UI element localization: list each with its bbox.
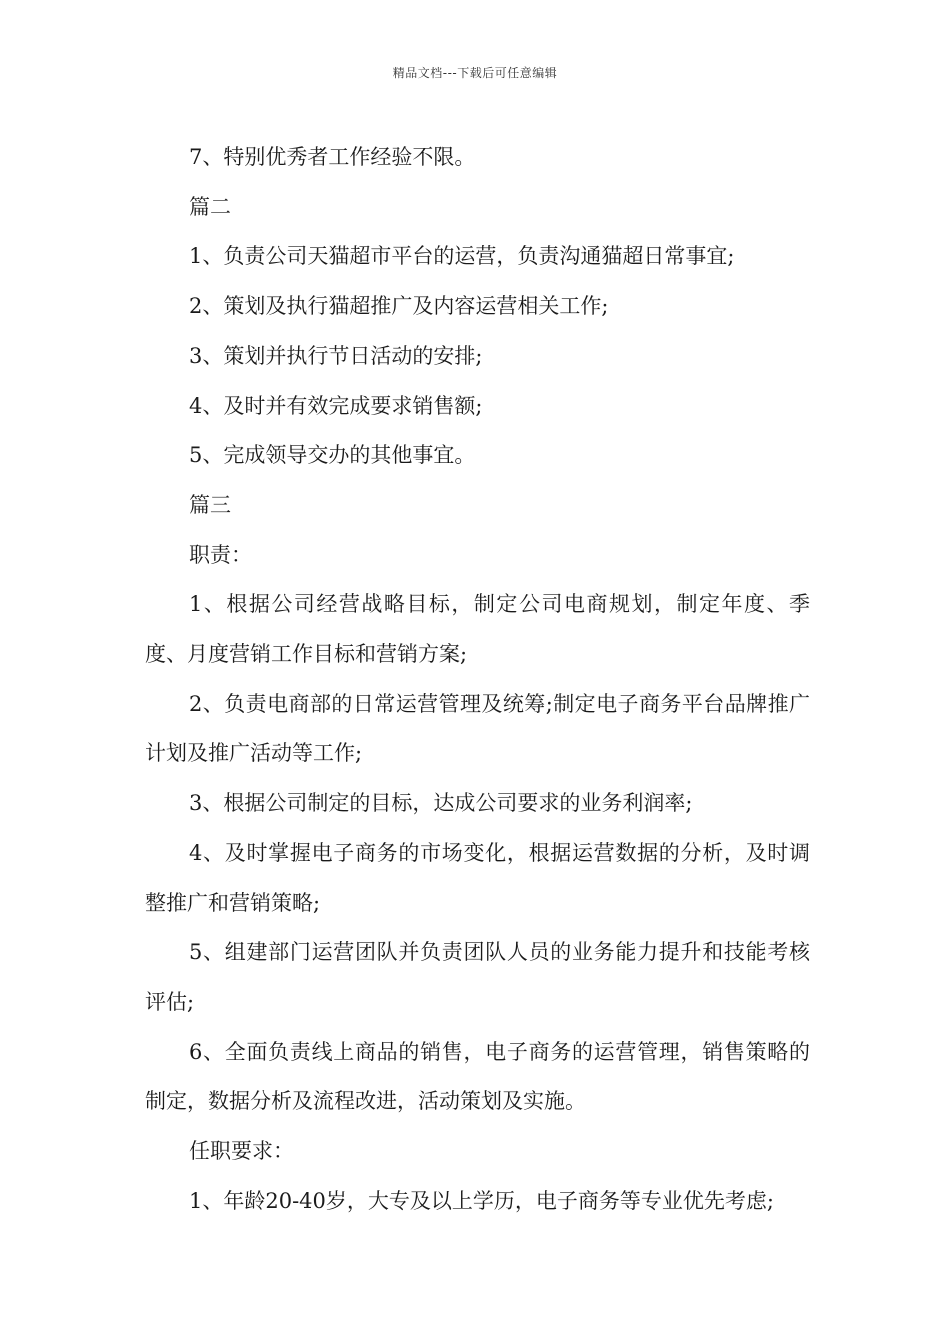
paragraph: 4、及时掌握电子商务的市场变化，根据运营数据的分析，及时调整推广和营销策略; (145, 840, 810, 915)
paragraph: 2、策划及执行猫超推广及内容运营相关工作; (189, 294, 609, 319)
paragraph: 5、完成领导交办的其他事宜。 (189, 443, 476, 468)
paragraph: 7、特别优秀者工作经验不限。 (189, 145, 476, 169)
paragraph: 6、全面负责线上商品的销售，电子商务的运营管理，销售策略的制定，数据分析及流程改进，活动策划及实施。 (145, 1039, 810, 1114)
paragraph: 3、根据公司制定的目标，达成公司要求的业务利润率; (189, 791, 693, 816)
paragraph: 4、及时并有效完成要求销售额; (189, 393, 483, 418)
paragraph: 2、负责电商部的日常运营管理及统筹;制定电子商务平台品牌推广计划及推广活动等工作; (145, 691, 810, 766)
paragraph: 1、根据公司经营战略目标，制定公司电商规划，制定年度、季度、月度营销工作目标和营销方案; (145, 592, 810, 667)
document-body (145, 133, 810, 1226)
paragraph: 3、策划并执行节日活动的安排; (189, 343, 483, 368)
page-header: 精品文档---下载后可任意编辑 (392, 66, 558, 80)
paragraph: 1、年龄20-40岁，大专及以上学历，电子商务等专业优先考虑; (189, 1188, 774, 1213)
subheading: 任职要求： (189, 1139, 294, 1164)
paragraph: 1、负责公司天猫超市平台的运营，负责沟通猫超日常事宜; (189, 244, 735, 269)
paragraph: 5、组建部门运营团队并负责团队人员的业务能力提升和技能考核评估; (145, 940, 810, 1014)
section-heading: 篇三 (189, 492, 231, 517)
section-heading: 篇二 (189, 194, 231, 219)
subheading: 职责： (189, 542, 252, 567)
